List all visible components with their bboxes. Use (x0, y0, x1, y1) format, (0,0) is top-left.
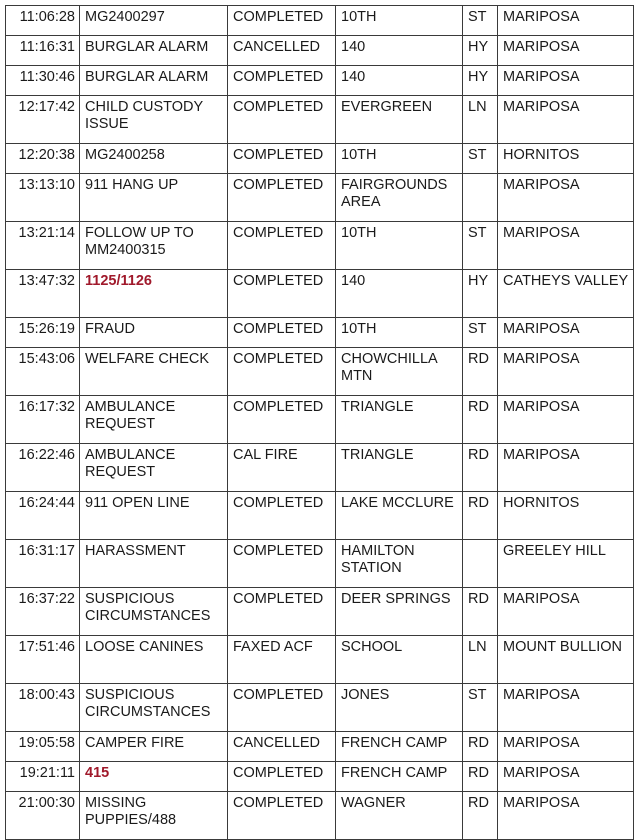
call-street-suffix: RD (463, 792, 498, 840)
call-status: COMPLETED (228, 540, 336, 588)
call-type: MG2400297 (80, 6, 228, 36)
call-time: 16:31:17 (6, 540, 80, 588)
call-street: FRENCH CAMP (336, 762, 463, 792)
call-street: 140 (336, 66, 463, 96)
call-street: CHOWCHILLA MTN (336, 348, 463, 396)
call-street-suffix: LN (463, 96, 498, 144)
call-status: COMPLETED (228, 174, 336, 222)
table-row (6, 444, 634, 492)
call-street-suffix: RD (463, 732, 498, 762)
table-row (6, 66, 634, 96)
call-type: FRAUD (80, 318, 228, 348)
call-city: MARIPOSA (498, 732, 634, 762)
call-street: JONES (336, 684, 463, 732)
table-row (6, 270, 634, 318)
call-street-suffix: HY (463, 66, 498, 96)
call-street: HAMILTON STATION (336, 540, 463, 588)
call-time: 16:24:44 (6, 492, 80, 540)
table-row (6, 684, 634, 732)
call-time: 16:17:32 (6, 396, 80, 444)
table-row (6, 732, 634, 762)
call-type: LOOSE CANINES (80, 636, 228, 684)
call-city: MARIPOSA (498, 444, 634, 492)
call-street-suffix: ST (463, 6, 498, 36)
call-street: WAGNER (336, 792, 463, 840)
call-street: 10TH (336, 6, 463, 36)
call-city: MARIPOSA (498, 396, 634, 444)
call-log-body (6, 6, 634, 840)
call-status: COMPLETED (228, 318, 336, 348)
table-row (6, 492, 634, 540)
call-time: 18:00:43 (6, 684, 80, 732)
call-time: 13:21:14 (6, 222, 80, 270)
table-row (6, 540, 634, 588)
call-status: CANCELLED (228, 36, 336, 66)
call-city: MARIPOSA (498, 6, 634, 36)
call-status: COMPLETED (228, 396, 336, 444)
table-row (6, 222, 634, 270)
table-row (6, 318, 634, 348)
call-street-suffix (463, 540, 498, 588)
call-status: COMPLETED (228, 270, 336, 318)
call-street: 10TH (336, 318, 463, 348)
call-street-suffix: LN (463, 636, 498, 684)
table-row (6, 6, 634, 36)
call-time: 12:17:42 (6, 96, 80, 144)
call-street-suffix: HY (463, 270, 498, 318)
table-row (6, 36, 634, 66)
call-time: 19:21:11 (6, 762, 80, 792)
call-street: FRENCH CAMP (336, 732, 463, 762)
table-row (6, 96, 634, 144)
call-status: CANCELLED (228, 732, 336, 762)
call-type: 911 HANG UP (80, 174, 228, 222)
call-city: GREELEY HILL (498, 540, 634, 588)
call-type: SUSPICIOUS CIRCUMSTANCES (80, 588, 228, 636)
call-type: CAMPER FIRE (80, 732, 228, 762)
call-city: HORNITOS (498, 144, 634, 174)
call-time: 21:00:30 (6, 792, 80, 840)
call-type: HARASSMENT (80, 540, 228, 588)
call-type: AMBULANCE REQUEST (80, 444, 228, 492)
call-type: BURGLAR ALARM (80, 66, 228, 96)
call-city: MARIPOSA (498, 66, 634, 96)
call-street-suffix: RD (463, 762, 498, 792)
call-type: CHILD CUSTODY ISSUE (80, 96, 228, 144)
call-time: 13:13:10 (6, 174, 80, 222)
call-status: COMPLETED (228, 6, 336, 36)
call-type: WELFARE CHECK (80, 348, 228, 396)
call-status: CAL FIRE (228, 444, 336, 492)
call-time: 17:51:46 (6, 636, 80, 684)
call-street: LAKE MCCLURE (336, 492, 463, 540)
call-type: AMBULANCE REQUEST (80, 396, 228, 444)
call-time: 15:26:19 (6, 318, 80, 348)
call-city: CATHEYS VALLEY (498, 270, 634, 318)
call-street: EVERGREEN (336, 96, 463, 144)
call-street-suffix: ST (463, 144, 498, 174)
call-status: COMPLETED (228, 684, 336, 732)
table-row (6, 348, 634, 396)
call-status: COMPLETED (228, 96, 336, 144)
call-street-suffix: RD (463, 492, 498, 540)
table-row (6, 144, 634, 174)
call-type: SUSPICIOUS CIRCUMSTANCES (80, 684, 228, 732)
call-status: COMPLETED (228, 66, 336, 96)
call-time: 19:05:58 (6, 732, 80, 762)
call-status: COMPLETED (228, 144, 336, 174)
call-street-suffix: ST (463, 222, 498, 270)
call-street: 140 (336, 36, 463, 66)
call-city: HORNITOS (498, 492, 634, 540)
call-time: 11:06:28 (6, 6, 80, 36)
call-type: 911 OPEN LINE (80, 492, 228, 540)
call-type-code-highlight: 415 (80, 762, 228, 792)
table-row (6, 636, 634, 684)
call-city: MARIPOSA (498, 318, 634, 348)
call-status: COMPLETED (228, 588, 336, 636)
call-status: COMPLETED (228, 792, 336, 840)
call-street: 10TH (336, 222, 463, 270)
call-city: MARIPOSA (498, 96, 634, 144)
call-time: 16:22:46 (6, 444, 80, 492)
call-street: DEER SPRINGS (336, 588, 463, 636)
call-city: MARIPOSA (498, 588, 634, 636)
call-type: BURGLAR ALARM (80, 36, 228, 66)
call-status: FAXED ACF (228, 636, 336, 684)
call-status: COMPLETED (228, 492, 336, 540)
table-row (6, 588, 634, 636)
call-street-suffix: ST (463, 684, 498, 732)
call-city: MARIPOSA (498, 174, 634, 222)
call-street: 140 (336, 270, 463, 318)
call-time: 15:43:06 (6, 348, 80, 396)
call-street-suffix: ST (463, 318, 498, 348)
call-time: 12:20:38 (6, 144, 80, 174)
call-street-suffix: RD (463, 348, 498, 396)
table-row (6, 396, 634, 444)
call-city: MARIPOSA (498, 36, 634, 66)
call-time: 13:47:32 (6, 270, 80, 318)
call-city: MARIPOSA (498, 348, 634, 396)
call-street-suffix: RD (463, 396, 498, 444)
call-street-suffix: RD (463, 444, 498, 492)
call-street: TRIANGLE (336, 396, 463, 444)
call-status: COMPLETED (228, 348, 336, 396)
call-type: FOLLOW UP TO MM2400315 (80, 222, 228, 270)
table-row (6, 792, 634, 840)
table-row (6, 762, 634, 792)
call-city: MARIPOSA (498, 222, 634, 270)
table-row (6, 174, 634, 222)
call-city: MARIPOSA (498, 762, 634, 792)
call-time: 11:16:31 (6, 36, 80, 66)
call-type-code-highlight: 1125/1126 (80, 270, 228, 318)
call-city: MARIPOSA (498, 684, 634, 732)
call-street: TRIANGLE (336, 444, 463, 492)
call-status: COMPLETED (228, 762, 336, 792)
call-street: FAIRGROUNDS AREA (336, 174, 463, 222)
call-time: 16:37:22 (6, 588, 80, 636)
call-street: 10TH (336, 144, 463, 174)
call-city: MOUNT BULLION (498, 636, 634, 684)
call-street-suffix (463, 174, 498, 222)
call-log-table (5, 5, 634, 840)
call-street-suffix: HY (463, 36, 498, 66)
call-street-suffix: RD (463, 588, 498, 636)
call-city: MARIPOSA (498, 792, 634, 840)
call-type: MISSING PUPPIES/488 (80, 792, 228, 840)
call-type: MG2400258 (80, 144, 228, 174)
call-time: 11:30:46 (6, 66, 80, 96)
call-status: COMPLETED (228, 222, 336, 270)
call-street: SCHOOL (336, 636, 463, 684)
